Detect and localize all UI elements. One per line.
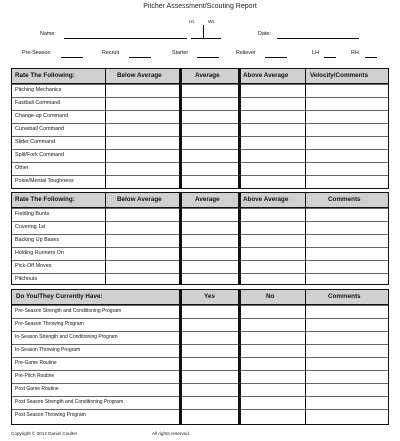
row-label: In-Season Throwing Program [15, 347, 81, 353]
column-divider [179, 69, 182, 188]
weight-label: Wt. [208, 20, 216, 25]
preseason-label: Pre-Season [22, 50, 51, 56]
column-divider [179, 290, 182, 424]
row-label: Pick-Off Moves [15, 263, 52, 269]
column-header: Below Average [117, 72, 162, 79]
column-header: Above Average [243, 196, 289, 203]
column-header: Yes [204, 293, 215, 300]
table-row[interactable] [12, 305, 388, 314]
row-label: Poise/Mental Toughness [15, 178, 74, 184]
table-row[interactable] [12, 247, 388, 256]
row-label: Pitching Mechanics [15, 87, 62, 93]
table-row[interactable] [12, 357, 388, 366]
column-header: Do You/They Currently Have: [16, 293, 103, 300]
recruit-field[interactable] [129, 57, 151, 58]
table-row[interactable] [12, 110, 388, 119]
table-row[interactable] [12, 97, 388, 106]
row-label: Pre-Season Throwing Program [15, 321, 84, 327]
table-row[interactable] [12, 344, 388, 353]
program-table [11, 289, 389, 425]
recruit-label: Recruit [102, 50, 120, 56]
column-header: Comments [328, 293, 361, 300]
table-row[interactable] [12, 260, 388, 269]
row-label: Pre-Pitch Routine [15, 373, 55, 379]
table-header [12, 69, 388, 84]
lh-label: LH [312, 50, 319, 56]
row-label: Post Season Throwing Program [15, 412, 86, 418]
column-header: Below Average [117, 196, 162, 203]
table-header [12, 193, 388, 208]
starter-field[interactable] [197, 57, 219, 58]
row-label: Post Game Routine [15, 386, 59, 392]
column-divider [105, 193, 106, 284]
table-row[interactable] [12, 162, 388, 171]
date-label: Date: [258, 31, 271, 37]
row-label: Curveball Command [15, 126, 65, 132]
preseason-field[interactable] [61, 57, 83, 58]
table-row[interactable] [12, 370, 388, 379]
column-divider [305, 193, 306, 284]
table-row[interactable] [12, 383, 388, 392]
table-row[interactable] [12, 149, 388, 158]
column-header: Average [195, 72, 220, 79]
column-header: Velocity/Comments [310, 72, 369, 79]
name-label: Name: [40, 31, 56, 37]
row-label: Pre-Season Strength and Conditioning Program [15, 308, 122, 314]
column-divider [179, 193, 182, 284]
table-row[interactable] [12, 331, 388, 340]
table-row[interactable] [12, 84, 388, 93]
column-divider [238, 193, 241, 284]
reliever-field[interactable] [265, 57, 287, 58]
table-row[interactable] [12, 221, 388, 230]
rating-table-pitching [11, 68, 389, 189]
column-divider [238, 69, 241, 188]
row-label: Covering 1st [15, 224, 46, 230]
ht-wt-field[interactable] [191, 38, 221, 39]
table-row[interactable] [12, 318, 388, 327]
column-header: Rate The Following: [15, 72, 75, 79]
row-label: Pitchouts [15, 276, 38, 282]
column-divider [305, 69, 306, 188]
row-label: Holding Runners On [15, 250, 64, 256]
lh-field[interactable] [324, 57, 336, 58]
table-row[interactable] [12, 123, 388, 132]
table-row[interactable] [12, 396, 388, 405]
ht-wt-divider [203, 25, 204, 38]
row-label: In-Season Strength and Conditioning Program [15, 334, 118, 340]
column-divider [105, 69, 106, 188]
starter-label: Starter [172, 50, 189, 56]
rating-table-fielding [11, 192, 389, 285]
row-label: Pre-Game Routine [15, 360, 57, 366]
name-field[interactable] [64, 38, 187, 39]
row-label: Change-up Command [15, 113, 69, 119]
table-row[interactable] [12, 136, 388, 145]
table-row[interactable] [12, 409, 388, 418]
height-label: Ht. [189, 20, 196, 25]
column-header: Average [195, 196, 220, 203]
column-divider [305, 290, 306, 424]
row-label: Other [15, 165, 29, 171]
copyright-notice: Copyright © 2012 Daniel Coulter [11, 431, 78, 436]
rh-field[interactable] [365, 57, 377, 58]
row-label: Post Season Strength and Conditioning Program [15, 399, 124, 405]
row-label: Split/Fork Command [15, 152, 65, 158]
table-row[interactable] [12, 273, 388, 282]
column-header: Comments [328, 196, 361, 203]
rh-label: RH [351, 50, 359, 56]
table-header [12, 290, 388, 305]
table-row[interactable] [12, 208, 388, 217]
row-label: Fielding Bunts [15, 211, 50, 217]
column-header: Rate The Following: [15, 196, 75, 203]
column-header: Above Average [243, 72, 289, 79]
page-title: Pitcher Assessment/Scouting Report [143, 3, 257, 10]
date-field[interactable] [277, 38, 359, 39]
row-label: Backing Up Bases [15, 237, 60, 243]
table-row[interactable] [12, 175, 388, 184]
column-divider [238, 290, 241, 424]
table-row[interactable] [12, 234, 388, 243]
rights-notice: All rights reserved. [152, 431, 191, 436]
reliever-label: Reliever [236, 50, 256, 56]
row-label: Fastball Command [15, 100, 61, 106]
column-header: No [266, 293, 275, 300]
row-label: Slider Command [15, 139, 56, 145]
